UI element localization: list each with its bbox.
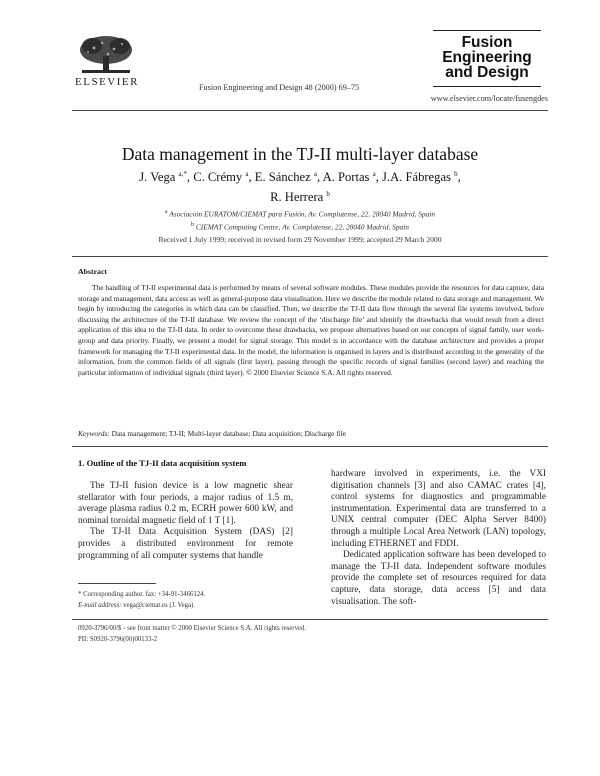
author: J.A. Fábregas $^b$, xyxy=(382,170,461,185)
keywords xyxy=(78,429,544,438)
email-note xyxy=(78,601,293,612)
section-heading: 1. Outline of the TJ-II data acquisition system xyxy=(78,458,247,468)
journal-brand xyxy=(433,35,541,80)
keywords-label: Keywords: xyxy=(78,429,110,438)
article-title: Data management in the TJ-II multi-layer database xyxy=(121,144,479,164)
received-dates: Received 1 July 1999; received in revised form 29 November 1999; accepted 29 March 2000 xyxy=(158,235,442,244)
paragraph: Dedicated application software has been developed to manage the TJ-II data. Independent software modules provide the complete set of resources required for data capture, data storage, data access [5] and data visualisation. The soft- xyxy=(331,550,546,607)
author: A. Portas $^a$, xyxy=(322,170,383,185)
title-divider xyxy=(72,256,548,257)
keywords-text: Data management; TJ-II; Multi-layer database; Data acquisition; Discharge file xyxy=(111,429,347,438)
author: J. Vega $^{a,*}$, xyxy=(139,170,194,185)
elsevier-tree-logo xyxy=(72,34,140,74)
author-list xyxy=(90,166,510,205)
copyright-block xyxy=(78,623,538,646)
journal-brand-line-3: and Design xyxy=(445,64,529,81)
author: R. Herrera $^b$ xyxy=(270,189,330,204)
pii-line: PII: S0920-3796(00)00133-2 xyxy=(78,636,158,644)
left-column xyxy=(78,481,293,562)
email-address[interactable]: vega@ciemat.es (J. Vega). xyxy=(123,601,196,609)
paragraph: hardware involved in experiments, i.e. the VXI digitisation channels [3] and also CAMAC crates [4], control systems for diagnostics and programmable instrumentation. Experimental data are transferred to a UNIX central computer (DEC Alpha Server 8400) through a multiple Local Area Network (LAN) topology, including ETHERNET and FDDI. xyxy=(331,469,546,549)
right-column xyxy=(331,469,546,608)
abstract-heading: Abstract xyxy=(78,267,108,276)
footer-divider xyxy=(72,619,548,620)
header-divider xyxy=(72,110,548,111)
journal-brand-line-2: Engineering xyxy=(442,49,532,66)
abstract-text: The handling of TJ-II experimental data is performed by means of several software modules. These modules provide the resources for data capture, data storage and management, data access as well as general-purpose data visualisation. Here we describe the module related to data storage and management. We begin by introducing the categories in which data can be classified. Then, we describe the TJ-II data flow through the several file systems involved, before discussing the architecture of the TJ-II database. We review the concept of the ‘discharge file’ and identify the drawbacks that would result from a direct application of this idea to the TJ-II data. In order to overcome these drawbacks, we propose alternatives based on our concepts of signal family, user work-group and data priority. Finally, we present a model for signal storage. This model is in accordance with the database architecture and provides a proper framework for managing the TJ-II experimental data. In the model, the information is organised in layers and is distributed according to the generality of the information, from the common fields of all signals (first layer), passing through the specific records of signal families (second layer) and reaching the particular information of individual signals (third layer). © 2000 Elsevier Science S.A. All rights reserved. xyxy=(78,283,544,377)
copyright-line: 0920-3796/00/$ - see front matter © 2000 Elsevier Science S.A. All rights reserved. xyxy=(78,625,307,632)
affiliation: $^b$ CIEMAT Computing Centre, Av. Complutense, 22, 28040 Madrid, Spain xyxy=(190,222,410,232)
journal-brand-line-1: Fusion xyxy=(461,34,513,51)
journal-citation: Fusion Engineering and Design 48 (2000) 69–75 xyxy=(199,83,360,92)
affiliations xyxy=(90,207,510,234)
footnote-rule xyxy=(78,583,156,584)
brand-rule-top xyxy=(433,30,541,31)
author: C. Crémy $^a$, xyxy=(193,170,255,185)
footnotes xyxy=(78,590,293,611)
publisher-name: ELSEVIER xyxy=(75,76,139,88)
author: E. Sánchez $^a$, xyxy=(254,170,323,185)
paragraph: The TJ-II Data Acquisition System (DAS) [2] provides a distributed environment for remote programming of all computer systems that handle xyxy=(78,527,293,561)
affiliation: $^a$ Asociación EURATOM/CIEMAT para Fusión, Av. Complutense, 22, 28040 Madrid, Spain xyxy=(164,209,436,219)
journal-url[interactable]: www.elsevier.com/locate/fusengdes xyxy=(430,94,548,103)
email-label: E-mail address: xyxy=(78,601,122,609)
brand-rule-bottom xyxy=(433,86,541,87)
corresponding-author-note: * Corresponding author. fax: +34-91-3466124. xyxy=(78,591,206,598)
paragraph: The TJ-II fusion device is a low magnetic shear stellarator with four periods, a major radius of 1.5 m, average plasma radius 0.2 m, ECRH power 600 kW, and nominal toroidal magnetic field of 1 T [1]. xyxy=(78,481,293,526)
abstract-divider xyxy=(72,446,548,447)
